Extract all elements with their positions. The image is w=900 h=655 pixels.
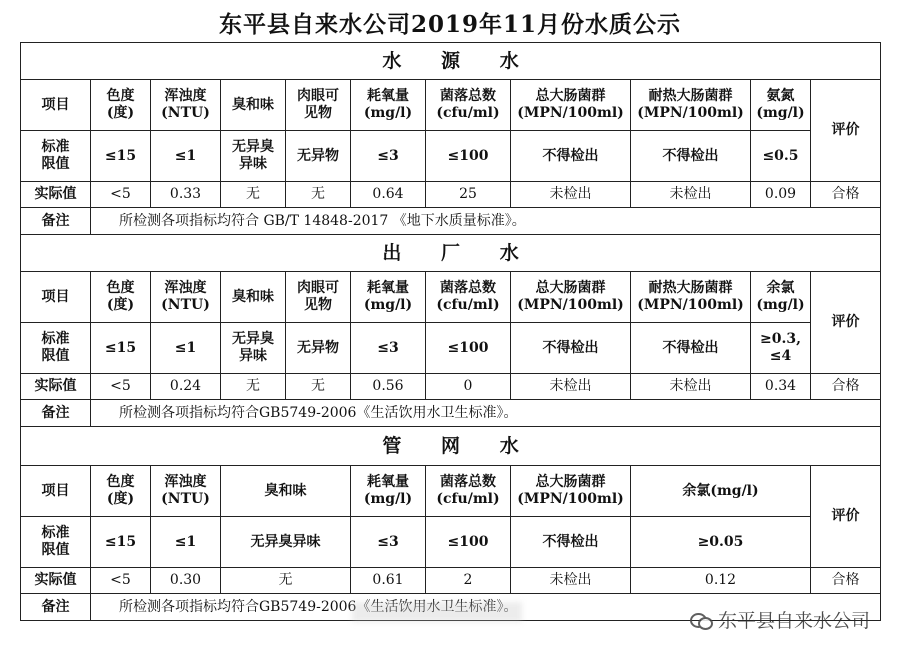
header-row: 项目 色度 (度) 浑浊度 (NTU) 臭和味 肉眼可 见物 耗氧量 (mg/l) 菌落总数 (cfu/ml) 总大肠菌群 (MPN/100ml) 耐热大肠菌群 (MPN/100ml) 余氯 (mg/l) 评价 (21, 272, 881, 323)
watermark-text: 东平县自来水公司 (717, 610, 870, 632)
watermark (690, 606, 870, 633)
header-row: 项目 色度 (度) 浑浊度 (NTU) 臭和味 肉眼可 见物 耗氧量 (mg/l) 菌落总数 (cfu/ml) 总大肠菌群 (MPN/100ml) 耐热大肠菌群 (MPN/100ml) 氨氮 (mg/l) 评价 (21, 80, 881, 131)
standard-row: 标准 限值 ≤15 ≤1 无异臭异味 ≤3 ≤100 不得检出 ≥0.05 (21, 517, 881, 568)
actual-row: 实际值 <5 0.33 无 无 0.64 25 未检出 未检出 0.09 合格 (21, 182, 881, 208)
rating-value: 合格 (811, 568, 881, 594)
standard-row: 标准 限值 ≤15 ≤1 无异臭 异味 无异物 ≤3 ≤100 不得检出 不得检出 ≥0.3, ≤4 (21, 323, 881, 374)
wechat-icon (690, 611, 712, 629)
section-title-network: 管 网 水 (21, 427, 881, 466)
rating-header: 评价 (811, 466, 881, 568)
note-row: 备注 所检测各项指标均符合 GB/T 14848-2017 《地下水质量标准》。 (21, 208, 881, 235)
blur-overlay (352, 602, 522, 622)
note-text: 所检测各项指标均符合GB5749-2006《生活饮用水卫生标准》。 (91, 400, 881, 427)
rating-value: 合格 (811, 374, 881, 400)
standard-row: 标准 限值 ≤15 ≤1 无异臭 异味 无异物 ≤3 ≤100 不得检出 不得检出 ≤0.5 (21, 131, 881, 182)
page-title: 东平县自来水公司2019年11月份水质公示 (218, 11, 682, 38)
actual-row: 实际值 <5 0.30 无 0.61 2 未检出 0.12 合格 (21, 568, 881, 594)
rating-value: 合格 (811, 182, 881, 208)
actual-row: 实际值 <5 0.24 无 无 0.56 0 未检出 未检出 0.34 合格 (21, 374, 881, 400)
rating-header: 评价 (811, 80, 881, 182)
section-title-source: 水 源 水 (21, 43, 881, 80)
water-quality-table (20, 42, 881, 621)
section-title-outlet: 出 厂 水 (21, 235, 881, 272)
note-text: 所检测各项指标均符合 GB/T 14848-2017 《地下水质量标准》。 (91, 208, 881, 235)
note-row: 备注 所检测各项指标均符合GB5749-2006《生活饮用水卫生标准》。 (21, 594, 881, 621)
header-row: 项目 色度 (度) 浑浊度 (NTU) 臭和味 耗氧量 (mg/l) 菌落总数 (cfu/ml) 总大肠菌群 (MPN/100ml) 余氯(mg/l) 评价 (21, 466, 881, 517)
note-row: 备注 所检测各项指标均符合GB5749-2006《生活饮用水卫生标准》。 (21, 400, 881, 427)
rating-header: 评价 (811, 272, 881, 374)
note-text: 所检测各项指标均符合GB5749-2006《生活饮用水卫生标准》。 (91, 594, 881, 621)
